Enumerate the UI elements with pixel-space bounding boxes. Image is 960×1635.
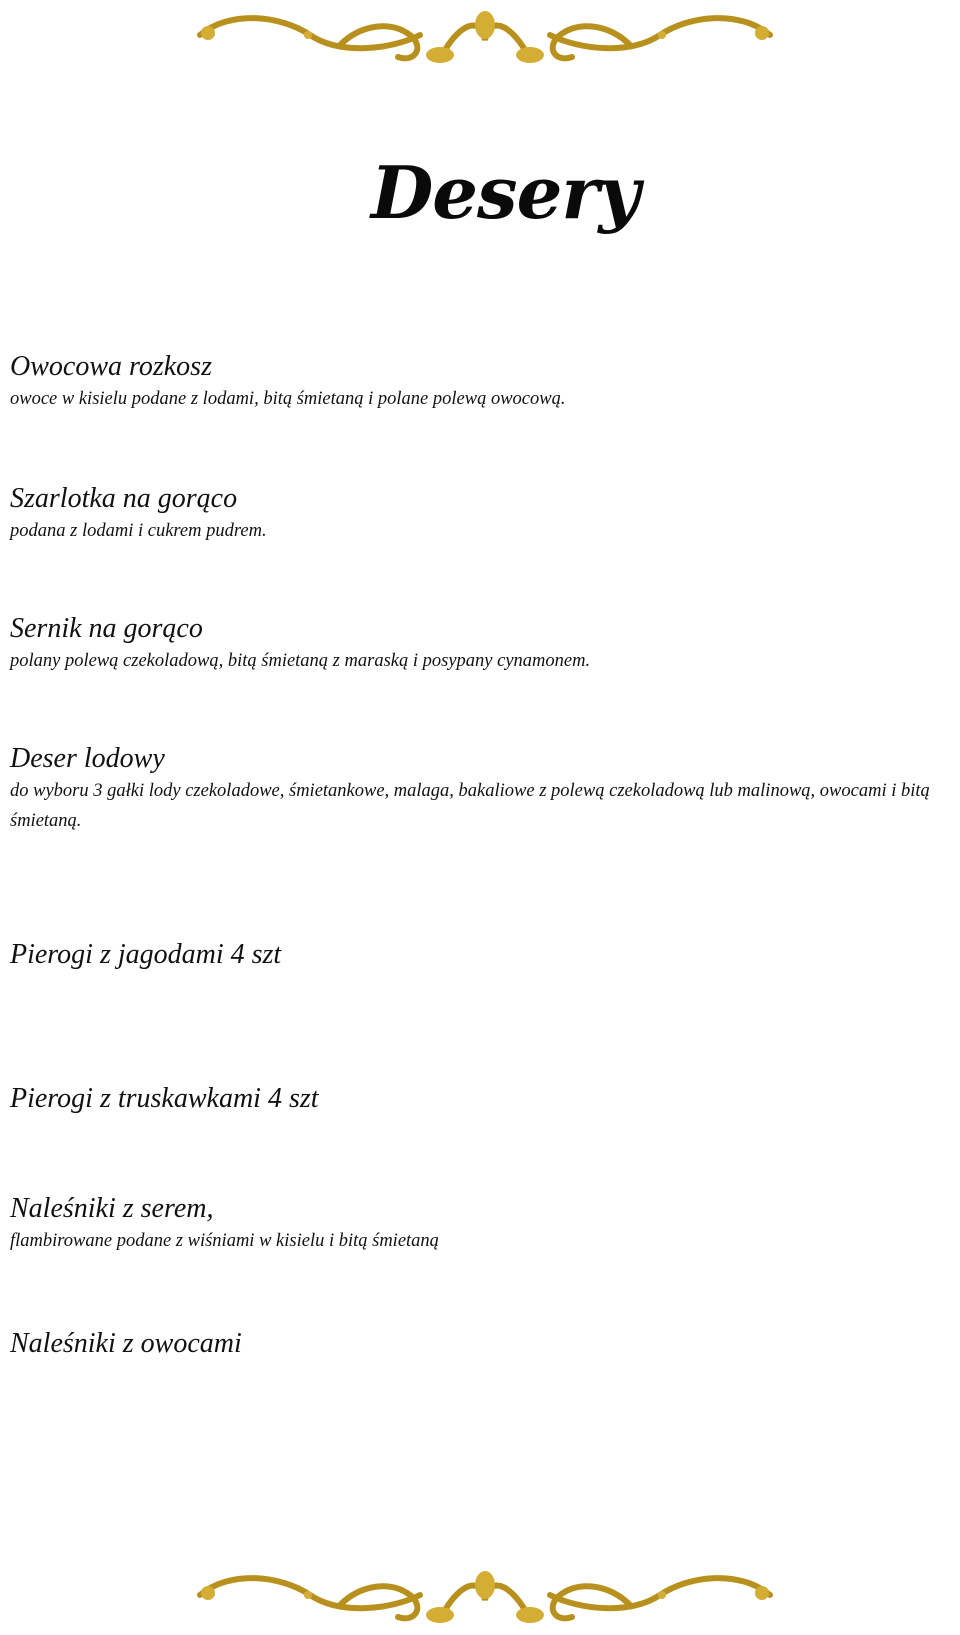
menu-item [10,742,955,836]
page-title: Desery [370,150,640,235]
item-name: Naleśniki z owocami [10,1328,242,1359]
item-description: polany polewą czekoladową, bitą śmietaną z maraską i posypany cynamonem. [10,651,591,671]
menu-item [10,1082,955,1116]
item-name: Deser lodowy [10,743,165,774]
item-name: Pierogi z jagodami 4 szt [10,939,282,970]
item-name: Naleśniki z serem, [10,1193,214,1224]
item-description: flambirowane podane z wiśniami w kisielu i bitą śmietaną [10,1231,439,1251]
menu-item [10,1327,955,1361]
item-name: Szarlotka na gorąco [10,483,238,514]
menu-item [10,1192,955,1256]
item-name: Pierogi z truskawkami 4 szt [10,1083,319,1114]
item-name: Owocowa rozkosz [10,351,212,382]
item-description: do wyboru 3 gałki lody czekoladowe, śmietankowe, malaga, bakaliowe z polewą czekoladową lub malinową, owocami i bitą śmietaną. [10,781,930,831]
bottom-ornament-icon [190,1565,780,1635]
menu-item [10,612,955,676]
menu-item [10,938,955,972]
top-ornament-icon [190,5,780,75]
item-name: Sernik na gorąco [10,613,203,644]
menu-item [10,350,955,414]
menu-item [10,482,955,546]
item-description: podana z lodami i cukrem pudrem. [10,521,267,541]
item-description: owoce w kisielu podane z lodami, bitą śmietaną i polane polewą owocową. [10,389,566,409]
